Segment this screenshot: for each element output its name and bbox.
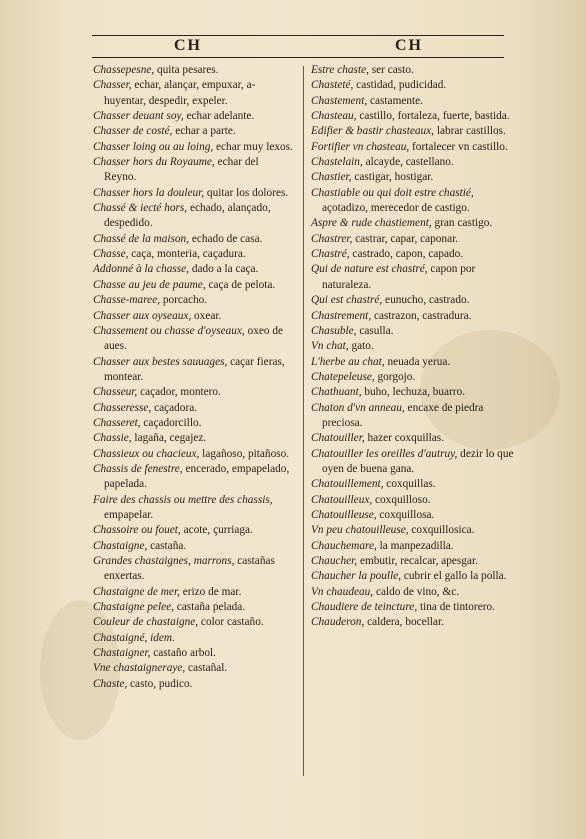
definition: castaño arbol. [150, 647, 216, 660]
dictionary-entry [311, 523, 515, 538]
headword: L'herbe au chat, [311, 355, 385, 368]
definition: eunucho, castrado. [382, 294, 470, 307]
headword: Chastré, [311, 248, 350, 261]
dictionary-entry [311, 324, 515, 339]
dictionary-entry [93, 78, 293, 109]
headword: Chasse, [93, 248, 129, 261]
definition: quita pesares. [154, 64, 219, 76]
dictionary-entry [93, 493, 293, 524]
definition: quitar los dolores. [204, 186, 289, 199]
dictionary-entry [311, 569, 515, 584]
definition: castillo, fortaleza, fuerte, bastida. [356, 110, 510, 123]
definition: casulla. [356, 324, 394, 337]
definition: color castaño. [198, 616, 264, 629]
headword: Chatouiller les oreilles d'autruy, [311, 447, 458, 460]
dictionary-entry [311, 600, 515, 615]
definition: oxeo de aues. [104, 324, 284, 353]
headword: Qui de nature est chastré, [311, 263, 428, 276]
dictionary-entry [311, 262, 515, 293]
dictionary-entry [93, 677, 293, 692]
headword: Chaton d'vn anneau, [311, 401, 405, 414]
definition: castigar, hostigar. [351, 171, 434, 184]
dictionary-entry [311, 293, 515, 308]
headword: Couleur de chastaigne, [93, 616, 199, 629]
definition: neuada yerua. [384, 355, 451, 368]
dictionary-entry [93, 278, 293, 293]
headword: Chassoire ou fouet, [93, 524, 181, 537]
dictionary-entry [311, 109, 515, 124]
headword: Chasser loing ou au loing, [93, 140, 214, 153]
headword: Chasser hors la douleur, [93, 186, 205, 199]
headword: Chaucher, [311, 555, 358, 567]
headword: Chasteau, [311, 110, 357, 123]
headword: Chauderon, [311, 616, 365, 629]
headword: Vn chat, [311, 340, 349, 353]
dictionary-entry [93, 615, 293, 630]
header-rule-top [92, 35, 504, 36]
dictionary-entry [311, 170, 515, 185]
headword: Chasser, [93, 79, 132, 92]
dictionary-entry [93, 186, 293, 201]
dictionary-entry [93, 262, 293, 277]
definition: castaña. [147, 539, 187, 552]
dictionary-entry [311, 585, 515, 600]
header-rule-bottom [92, 57, 504, 58]
dictionary-entry [93, 124, 293, 139]
definition: caçador, montero. [137, 386, 221, 399]
definition: oxear. [191, 309, 222, 322]
definition: açotadizo, merecedor de castigo. [322, 202, 470, 215]
dictionary-entry [311, 370, 515, 385]
headword: Vne chastaigneraye, [93, 662, 186, 675]
definition: dado a la caça. [189, 263, 259, 276]
dictionary-entry [311, 155, 515, 170]
dictionary-entry [311, 339, 515, 354]
headword: Chasser de costé, [93, 125, 173, 138]
headword: Fortifier vn chasteau, [311, 140, 410, 153]
headword: Chassieux ou chacieux, [93, 447, 200, 460]
definition: castrado, capon, capado. [349, 248, 464, 261]
dictionary-entry [311, 78, 515, 93]
definition: castrar, capar, caponar. [352, 232, 459, 245]
headword: Edifier & bastir chasteaux, [311, 125, 434, 138]
definition: gorgojo. [374, 370, 416, 383]
definition: castaña pelada. [173, 601, 246, 614]
definition: castamente. [367, 94, 423, 107]
running-head-left: CH [174, 37, 202, 54]
definition: fortalecer vn castillo. [409, 140, 508, 153]
headword: Chastiable ou qui doit estre chastié, [311, 186, 474, 199]
headword: Chassement ou chasse d'oyseaux, [93, 324, 245, 337]
headword: Chasser aux oyseaux, [93, 309, 192, 322]
headword: Chathuant, [311, 386, 362, 399]
definition: lagaña, cegajez. [131, 432, 207, 445]
running-head-right: CH [395, 37, 423, 54]
dictionary-entry [93, 109, 293, 124]
headword: Chasser hors du Royaume, [93, 156, 215, 169]
dictionary-entry [311, 447, 515, 478]
definition: coxquillosa. [376, 508, 435, 521]
dictionary-entry [311, 385, 515, 400]
definition: erizo de mar. [179, 585, 242, 598]
headword: Faire des chassis ou mettre des chassis, [93, 493, 273, 506]
definition: hazer coxquillas. [364, 432, 445, 445]
dictionary-entry [93, 385, 293, 400]
definition: echado de casa. [189, 232, 263, 245]
definition: gran castigo. [431, 217, 493, 230]
definition: encaxe de piedra preciosa. [322, 401, 484, 429]
definition: coxquillas. [383, 478, 436, 491]
definition: echado, alançado, despedido. [104, 202, 271, 230]
dictionary-entry [93, 462, 293, 493]
dictionary-entry [311, 140, 515, 155]
dictionary-entry [311, 63, 515, 78]
definition: empapelar. [104, 508, 154, 521]
definition: coxquillosica. [408, 524, 475, 537]
dictionary-entry [311, 186, 515, 217]
headword: Chasseresse, [93, 401, 152, 414]
dictionary-entry [93, 232, 293, 247]
headword: Chasteté, [311, 79, 354, 92]
definition: caçar fieras, montear. [104, 355, 285, 383]
dictionary-entry [93, 416, 293, 431]
definition: echar a parte. [172, 125, 236, 138]
dictionary-entry [93, 324, 293, 355]
headword: Chassie, [93, 432, 132, 445]
headword: Chastelain, [311, 156, 363, 169]
definition: cubrir el gallo la polla. [401, 570, 507, 583]
definition: embutir, recalcar, apesgar. [357, 555, 478, 567]
dictionary-entry [93, 293, 293, 308]
headword: Chastaigne de mer, [93, 585, 180, 598]
definition: acote, çurriaga. [180, 524, 253, 537]
dictionary-entry [311, 309, 515, 324]
headword: Chaudiere de teincture, [311, 601, 418, 614]
dictionary-entry [311, 431, 515, 446]
dictionary-entry [93, 600, 293, 615]
dictionary-entry [311, 493, 515, 508]
headword: Chastement, [311, 94, 368, 107]
dictionary-entry [311, 94, 515, 109]
definition: tina de tintorero. [417, 601, 495, 614]
headword: Chatouilleuse, [311, 508, 377, 521]
headword: Chastier, [311, 171, 352, 184]
headword: Chassé & iecté hors, [93, 202, 188, 215]
dictionary-entry [93, 539, 293, 554]
headword: Chastaigner, [93, 647, 151, 660]
dictionary-entry [93, 63, 293, 78]
dictionary-entry [311, 124, 515, 139]
definition: lagañoso, pitañoso. [199, 447, 290, 460]
headword: Qui est chastré, [311, 294, 383, 307]
definition: echar del Reyno. [104, 156, 259, 184]
dictionary-entry [311, 615, 515, 630]
definition: castrazon, castradura. [371, 309, 472, 322]
headword: Addonné à la chasse, [93, 263, 190, 276]
definition: castañas enxertas. [104, 555, 275, 583]
definition: labrar castillos. [434, 125, 506, 138]
definition: dezir lo que oyen de buena gana. [322, 447, 514, 475]
dictionary-entry [311, 355, 515, 370]
definition: castidad, pudicidad. [353, 79, 447, 92]
definition: castañal. [185, 662, 228, 675]
definition: la manpezadilla. [376, 539, 454, 552]
dictionary-entry [93, 631, 293, 646]
definition: coxquilloso. [372, 493, 431, 506]
dictionary-entry [93, 585, 293, 600]
headword: Grandes chastaignes, marrons, [93, 555, 235, 567]
headword: Chassis de fenestre, [93, 462, 183, 475]
definition: casto, pudico. [127, 677, 193, 690]
headword: Vn peu chatouilleuse, [311, 524, 409, 537]
dictionary-entry [311, 401, 515, 432]
headword: Chasuble, [311, 324, 357, 337]
dictionary-entry [93, 401, 293, 416]
left-column [93, 63, 293, 692]
dictionary-entry [93, 201, 293, 232]
headword: Chatepeleuse, [311, 370, 375, 383]
dictionary-entry [311, 477, 515, 492]
dictionary-entry [93, 523, 293, 538]
dictionary-entry [311, 216, 515, 231]
headword: Chaucher la poulle, [311, 570, 402, 583]
headword: Chaste, [93, 677, 128, 690]
headword: Chatouillement, [311, 478, 384, 491]
headword: Chasse-maree, [93, 294, 161, 307]
headword: Chastaigne, [93, 539, 148, 552]
dictionary-entry [93, 247, 293, 262]
column-divider [303, 66, 304, 776]
definition: ser casto. [368, 64, 414, 76]
dictionary-entry [93, 355, 293, 386]
headword: Chasse au jeu de paume, [93, 278, 206, 291]
dictionary-entry [93, 646, 293, 661]
headword: Estre chaste, [311, 64, 369, 76]
headword: Chastaigne pelee, [93, 601, 174, 614]
definition: echar muy lexos. [213, 140, 293, 153]
dictionary-entry [93, 309, 293, 324]
headword: Chassé de la maison, [93, 232, 190, 245]
headword: Chasseret, [93, 416, 141, 429]
definition: buho, lechuza, buarro. [361, 386, 466, 399]
definition: caldera, bocellar. [364, 616, 444, 629]
headword: Chauchemare, [311, 539, 377, 552]
definition: encerado, empapelado, papelada. [104, 462, 290, 491]
dictionary-entry [311, 247, 515, 262]
dictionary-entry [93, 447, 293, 462]
dictionary-entry [93, 140, 293, 155]
headword: Chatouiller, [311, 432, 365, 445]
headword: Chastaigné, idem. [93, 631, 175, 644]
definition: caça de pelota. [205, 278, 276, 291]
definition: caçadorcillo. [140, 416, 202, 429]
definition: alcayde, castellano. [362, 156, 454, 169]
headword: Chasseur, [93, 386, 138, 399]
headword: Chastrement, [311, 309, 372, 322]
headword: Chasser deuant soy, [93, 110, 184, 123]
definition: porcacho. [160, 294, 208, 307]
headword: Chasser aux bestes sauuages, [93, 355, 228, 368]
dictionary-entry [311, 539, 515, 554]
dictionary-entry [311, 554, 515, 569]
headword: Chastrer, [311, 232, 353, 245]
dictionary-entry [93, 431, 293, 446]
right-column [311, 63, 515, 631]
dictionary-entry [311, 508, 515, 523]
definition: caçadora. [151, 401, 198, 414]
definition: gato. [348, 340, 374, 353]
headword: Vn chaudeau, [311, 585, 374, 598]
dictionary-entry [93, 155, 293, 186]
dictionary-entry [311, 232, 515, 247]
definition: capon por naturaleza. [322, 263, 476, 291]
headword: Aspre & rude chastiement, [311, 217, 432, 230]
definition: caça, monteria, caçadura. [128, 248, 246, 261]
dictionary-entry [93, 661, 293, 676]
definition: echar, alançar, empuxar, a-huyentar, despedir, expeler. [104, 79, 256, 107]
dictionary-entry [93, 554, 293, 585]
headword: Chassepesne, [93, 64, 155, 76]
definition: echar adelante. [183, 110, 255, 123]
headword: Chatouilleux, [311, 493, 373, 506]
definition: caldo de vino, &c. [373, 585, 460, 598]
